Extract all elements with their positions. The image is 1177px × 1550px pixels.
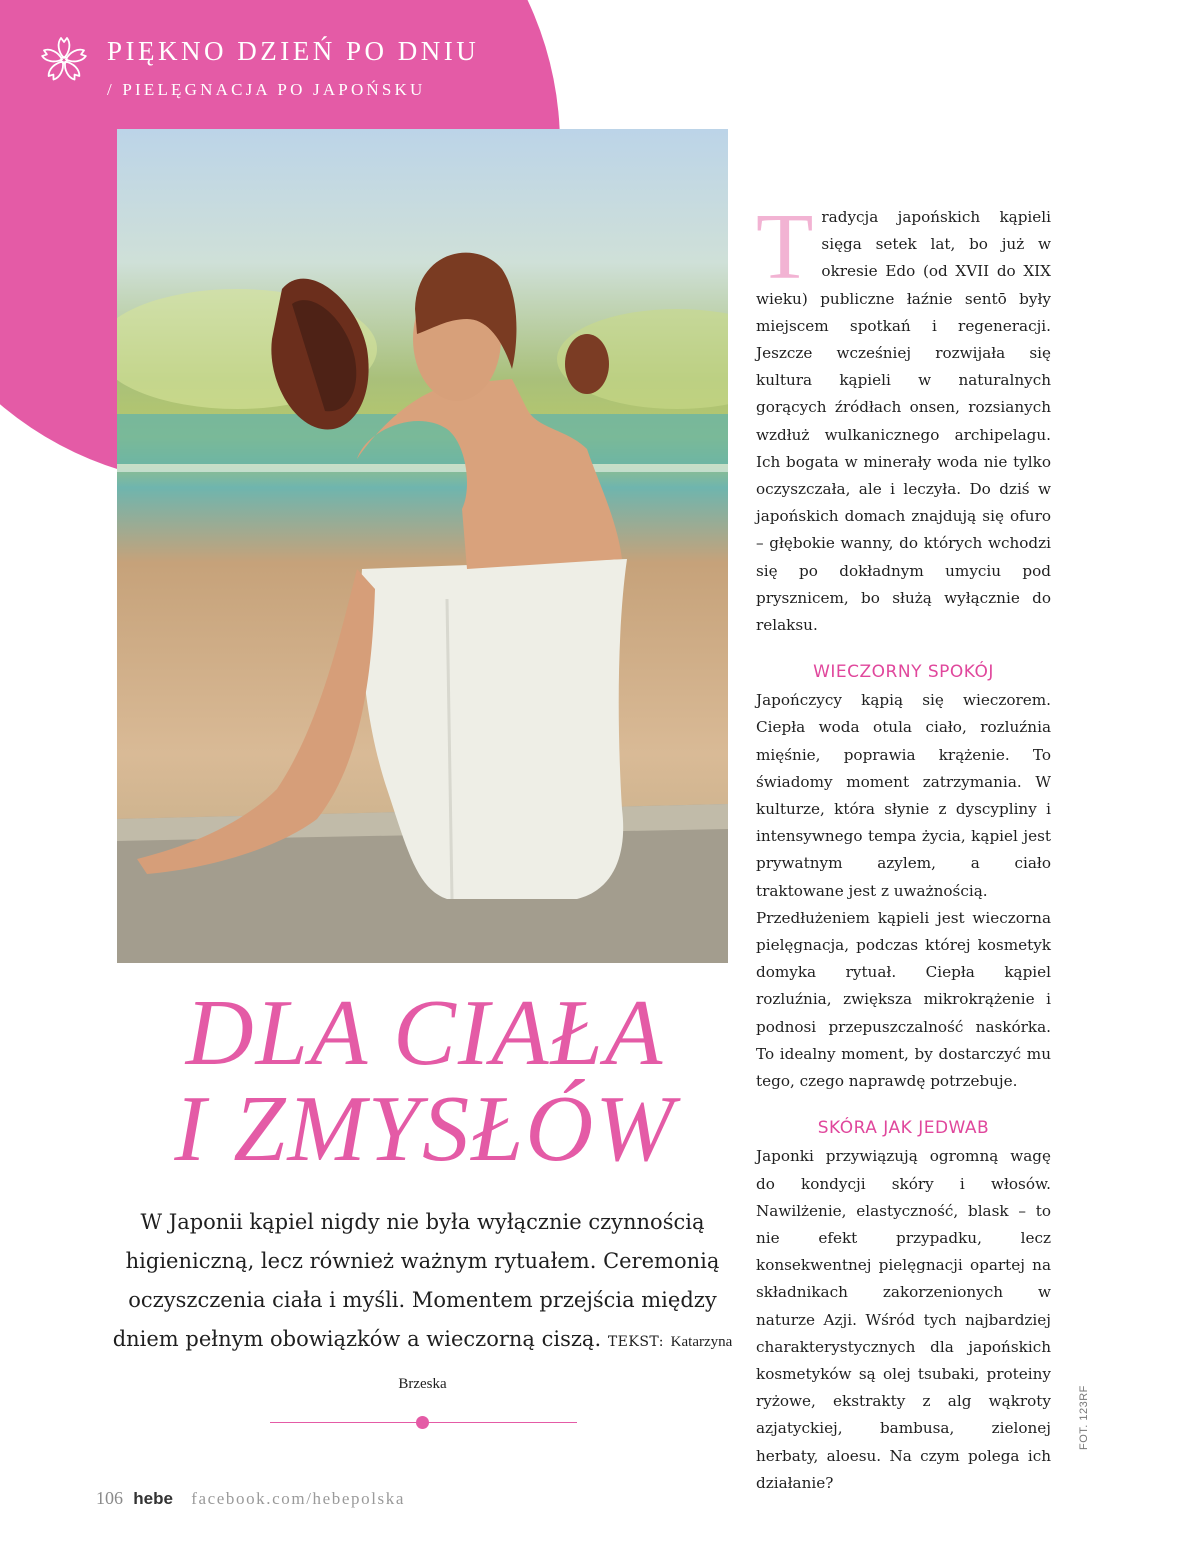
divider-dot [416, 1416, 429, 1429]
intro-text: radycja japońskich kąpieli sięga setek lat, bo już w okresie Edo (od XVII do XIX wieku) publiczne łaźnie sentō były miejscem spotkań i regeneracji. Jeszcze wcześniej rozwijała się kultura kąpieli w naturalnych gorących źródłach onsen, rozsianych wzdłuż wulkanicznego archipelagu. Ich bogata w minerały woda nie tylko oczyszczała, ale i leczyła. Do dziś w japońskich domach znajdują się ofuro – głębokie wanny, do których wchodzi się po dokładnym umyciu pod prysznicem, bo służą wyłącznie do relaksu. [756, 208, 1051, 635]
section-subtitle: / PIELĘGNACJA PO JAPOŃSKU [107, 80, 426, 99]
dropcap: T [756, 195, 814, 299]
section1-paragraph-2: Przedłużeniem kąpieli jest wieczorna pielęgnacja, podczas której kosmetyk domyka rytuał. Ciepła kąpiel rozluźnia, zwiększa mikrokrążenie i podnosi przepuszczalność naskórka. To idealny moment, by dostarczyć mu tego, czego naprawdę potrzebuje. [756, 908, 1051, 1091]
section1-paragraph-1: Japończycy kąpią się wieczorem. Ciepła woda otula ciało, rozluźnia mięśnie, poprawia krążenie. To świadomy moment zatrzymania. W kulturze, która słynie z dyscypliny i intensywnego tempa życia, kąpiel jest prywatnym azylem, a ciało traktowane jest z uważnością. [756, 691, 1051, 900]
bath-photo-illustration [117, 129, 728, 963]
credit-name: Katarzyna Brzeska [398, 1334, 733, 1392]
headline-line-2: I ZMYSŁÓW [174, 1077, 676, 1181]
section2-paragraph-1: Japonki przywiązują ogromną wagę do kondycji skóry i włosów. Nawilżenie, elastyczność, blask – to nie efekt przypadku, lecz konsekwentnej pielęgnacji opartej na składnikach zakorzenionych w naturze Azji. Wśród tych najbardziej charakterystycznych dla japońskich kosmetyków są olej tsubaki, proteiny ryżowe, ekstrakty z alg wąkroty azjatyckiej, bambusa, zielonej herbaty, aloesu. Na czym polega ich działanie? [756, 1147, 1051, 1492]
headline-line-1: DLA CIAŁA [185, 981, 665, 1085]
sakura-flower-icon [38, 33, 90, 85]
lead-paragraph [100, 1203, 745, 1404]
section-title: PIĘKNO DZIEŃ PO DNIU [107, 36, 480, 66]
lead-text: W Japonii kąpiel nigdy nie była wyłącznie czynnością higieniczną, lecz również ważnym rytuałem. Ceremonią oczyszczenia ciała i myśli. Momentem przejścia między dniem pełnym obowiązków a wieczorną ciszą. [112, 1210, 720, 1351]
credit-label: TEKST: [607, 1334, 664, 1350]
section-heading-evening: WIECZORNY SPOKÓJ [813, 662, 994, 683]
headline [140, 981, 710, 1181]
bath-photo [117, 129, 728, 963]
photo-credit: FOT. 123RF [1078, 1385, 1090, 1450]
page-number: 106 [96, 1488, 123, 1508]
brand-logo: hebe [133, 1489, 173, 1508]
page-footer [96, 1488, 405, 1509]
facebook-link[interactable]: facebook.com/hebepolska [191, 1489, 406, 1508]
article-body [756, 195, 1051, 1497]
section-heading-skin: SKÓRA JAK JEDWAB [817, 1118, 990, 1139]
intro-paragraph [756, 195, 1051, 639]
